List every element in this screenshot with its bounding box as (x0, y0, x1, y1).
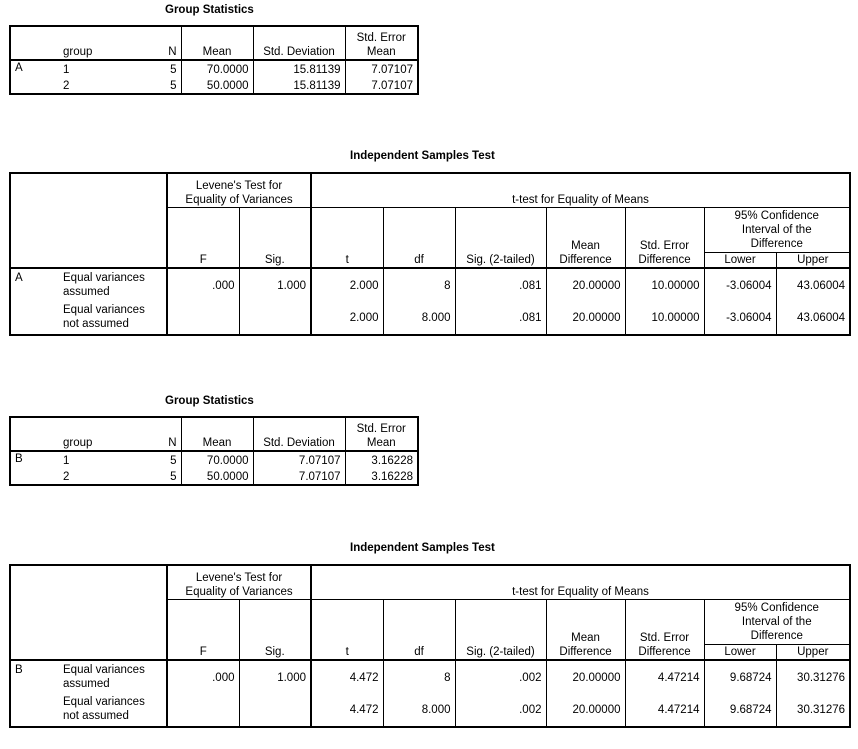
ci-header: 95% Confidence Interval of the Difference (704, 207, 850, 252)
sd-cell: 15.81139 (253, 77, 345, 94)
sig-cell: 1.000 (239, 268, 311, 302)
f-cell (167, 694, 239, 727)
col-upper: Upper (776, 644, 850, 660)
se-cell: 3.16228 (371, 471, 413, 483)
row-label: Equal variances assumed (59, 268, 167, 302)
header-std-deviation: Std. Deviation (253, 417, 345, 451)
variable-label: B (15, 664, 23, 676)
col-df: df (383, 599, 455, 660)
n-cell: 5 (109, 60, 181, 77)
levene-header: Levene's Test for Equality of Variances (167, 565, 311, 599)
lower-cell: 9.68724 (704, 660, 776, 694)
row-label: Equal variances assumed (59, 660, 167, 694)
header-n: N (109, 26, 181, 60)
header-mean: Mean (181, 26, 253, 60)
variable-blank (10, 77, 59, 94)
upper-cell: 30.31276 (797, 671, 846, 684)
f-cell (167, 302, 239, 335)
header-std-error-mean: Std. Error Mean (345, 26, 418, 60)
header-blank (10, 26, 59, 60)
header-n: N (109, 417, 181, 451)
md-cell: 20.00000 (546, 268, 625, 302)
col-df: df (383, 207, 455, 268)
upper-cell: 30.31276 (797, 704, 846, 716)
df-cell: 8.000 (383, 694, 455, 727)
group-cell: 1 (63, 455, 70, 467)
mean-cell: 70.0000 (181, 60, 253, 77)
sig2-cell: .081 (455, 268, 546, 302)
independent-samples-test-a-table (9, 172, 851, 336)
group-statistics-a-table (9, 25, 419, 95)
independent-samples-test-b-title: Independent Samples Test (350, 542, 495, 554)
col-lower: Lower (704, 644, 776, 660)
sig2-cell: .002 (455, 660, 546, 694)
sd-cell: 7.07107 (253, 468, 345, 485)
group-cell: 1 (63, 64, 70, 76)
col-std-error-difference: Std. Error Difference (625, 599, 704, 660)
n-cell: 5 (109, 468, 181, 485)
independent-samples-test-a-title: Independent Samples Test (350, 150, 495, 162)
group-cell: 2 (63, 80, 70, 92)
col-t: t (311, 207, 383, 268)
df-cell: 8 (383, 268, 455, 302)
independent-samples-test-b-table (9, 564, 851, 728)
md-cell: 20.00000 (546, 694, 625, 727)
sig2-cell: .002 (455, 694, 546, 727)
sig-cell (239, 694, 311, 727)
header-blank (10, 417, 59, 451)
sd-cell: 15.81139 (253, 60, 345, 77)
header-corner (10, 173, 167, 268)
variable-blank (10, 468, 59, 485)
lower-cell: 9.68724 (704, 694, 776, 727)
col-mean-difference: Mean Difference (546, 599, 625, 660)
row-label: Equal variances not assumed (59, 694, 167, 727)
row-label: Equal variances not assumed (59, 302, 167, 335)
variable-blank (10, 694, 59, 727)
col-lower: Lower (704, 252, 776, 268)
f-cell: .000 (167, 268, 239, 302)
header-std-deviation: Std. Deviation (253, 26, 345, 60)
lower-cell: -3.06004 (704, 302, 776, 335)
header-group: group (59, 417, 109, 451)
col-mean-difference: Mean Difference (546, 207, 625, 268)
t-cell: 2.000 (311, 302, 383, 335)
sig-cell (239, 302, 311, 335)
mean-cell: 70.0000 (181, 451, 253, 468)
df-cell: 8 (383, 660, 455, 694)
mean-cell: 50.0000 (181, 77, 253, 94)
col-sig: Sig. (239, 207, 311, 268)
variable-blank (10, 302, 59, 335)
header-std-error-mean: Std. Error Mean (345, 417, 418, 451)
col-sig-2tailed: Sig. (2-tailed) (455, 599, 546, 660)
md-cell: 20.00000 (546, 302, 625, 335)
group-statistics-b-title: Group Statistics (165, 395, 254, 407)
col-sig: Sig. (239, 599, 311, 660)
sed-cell: 10.00000 (625, 302, 704, 335)
col-std-error-difference: Std. Error Difference (625, 207, 704, 268)
upper-cell: 43.06004 (797, 279, 846, 292)
group-statistics-a-title: Group Statistics (165, 4, 254, 16)
sd-cell: 7.07107 (253, 451, 345, 468)
se-cell: 7.07107 (371, 80, 413, 92)
ci-header: 95% Confidence Interval of the Difference (704, 599, 850, 644)
header-corner (10, 565, 167, 660)
col-sig-2tailed: Sig. (2-tailed) (455, 207, 546, 268)
t-cell: 2.000 (311, 268, 383, 302)
upper-cell: 43.06004 (797, 312, 846, 324)
t-cell: 4.472 (311, 694, 383, 727)
col-f: F (167, 599, 239, 660)
levene-header: Levene's Test for Equality of Variances (167, 173, 311, 207)
variable-label: A (15, 62, 23, 74)
mean-cell: 50.0000 (181, 468, 253, 485)
ttest-header: t-test for Equality of Means (311, 173, 850, 207)
df-cell: 8.000 (383, 302, 455, 335)
se-cell: 3.16228 (371, 455, 413, 467)
col-t: t (311, 599, 383, 660)
sig2-cell: .081 (455, 302, 546, 335)
col-f: F (167, 207, 239, 268)
variable-label: B (15, 453, 23, 465)
sed-cell: 10.00000 (625, 268, 704, 302)
f-cell: .000 (167, 660, 239, 694)
n-cell: 5 (109, 77, 181, 94)
lower-cell: -3.06004 (704, 268, 776, 302)
n-cell: 5 (109, 451, 181, 468)
group-statistics-b-table (9, 416, 419, 486)
header-group: group (59, 26, 109, 60)
sed-cell: 4.47214 (625, 694, 704, 727)
header-mean: Mean (181, 417, 253, 451)
t-cell: 4.472 (311, 660, 383, 694)
group-cell: 2 (63, 471, 70, 483)
se-cell: 7.07107 (371, 64, 413, 76)
col-upper: Upper (776, 252, 850, 268)
variable-label: A (15, 272, 23, 284)
ttest-header: t-test for Equality of Means (311, 565, 850, 599)
md-cell: 20.00000 (546, 660, 625, 694)
sed-cell: 4.47214 (625, 660, 704, 694)
sig-cell: 1.000 (239, 660, 311, 694)
